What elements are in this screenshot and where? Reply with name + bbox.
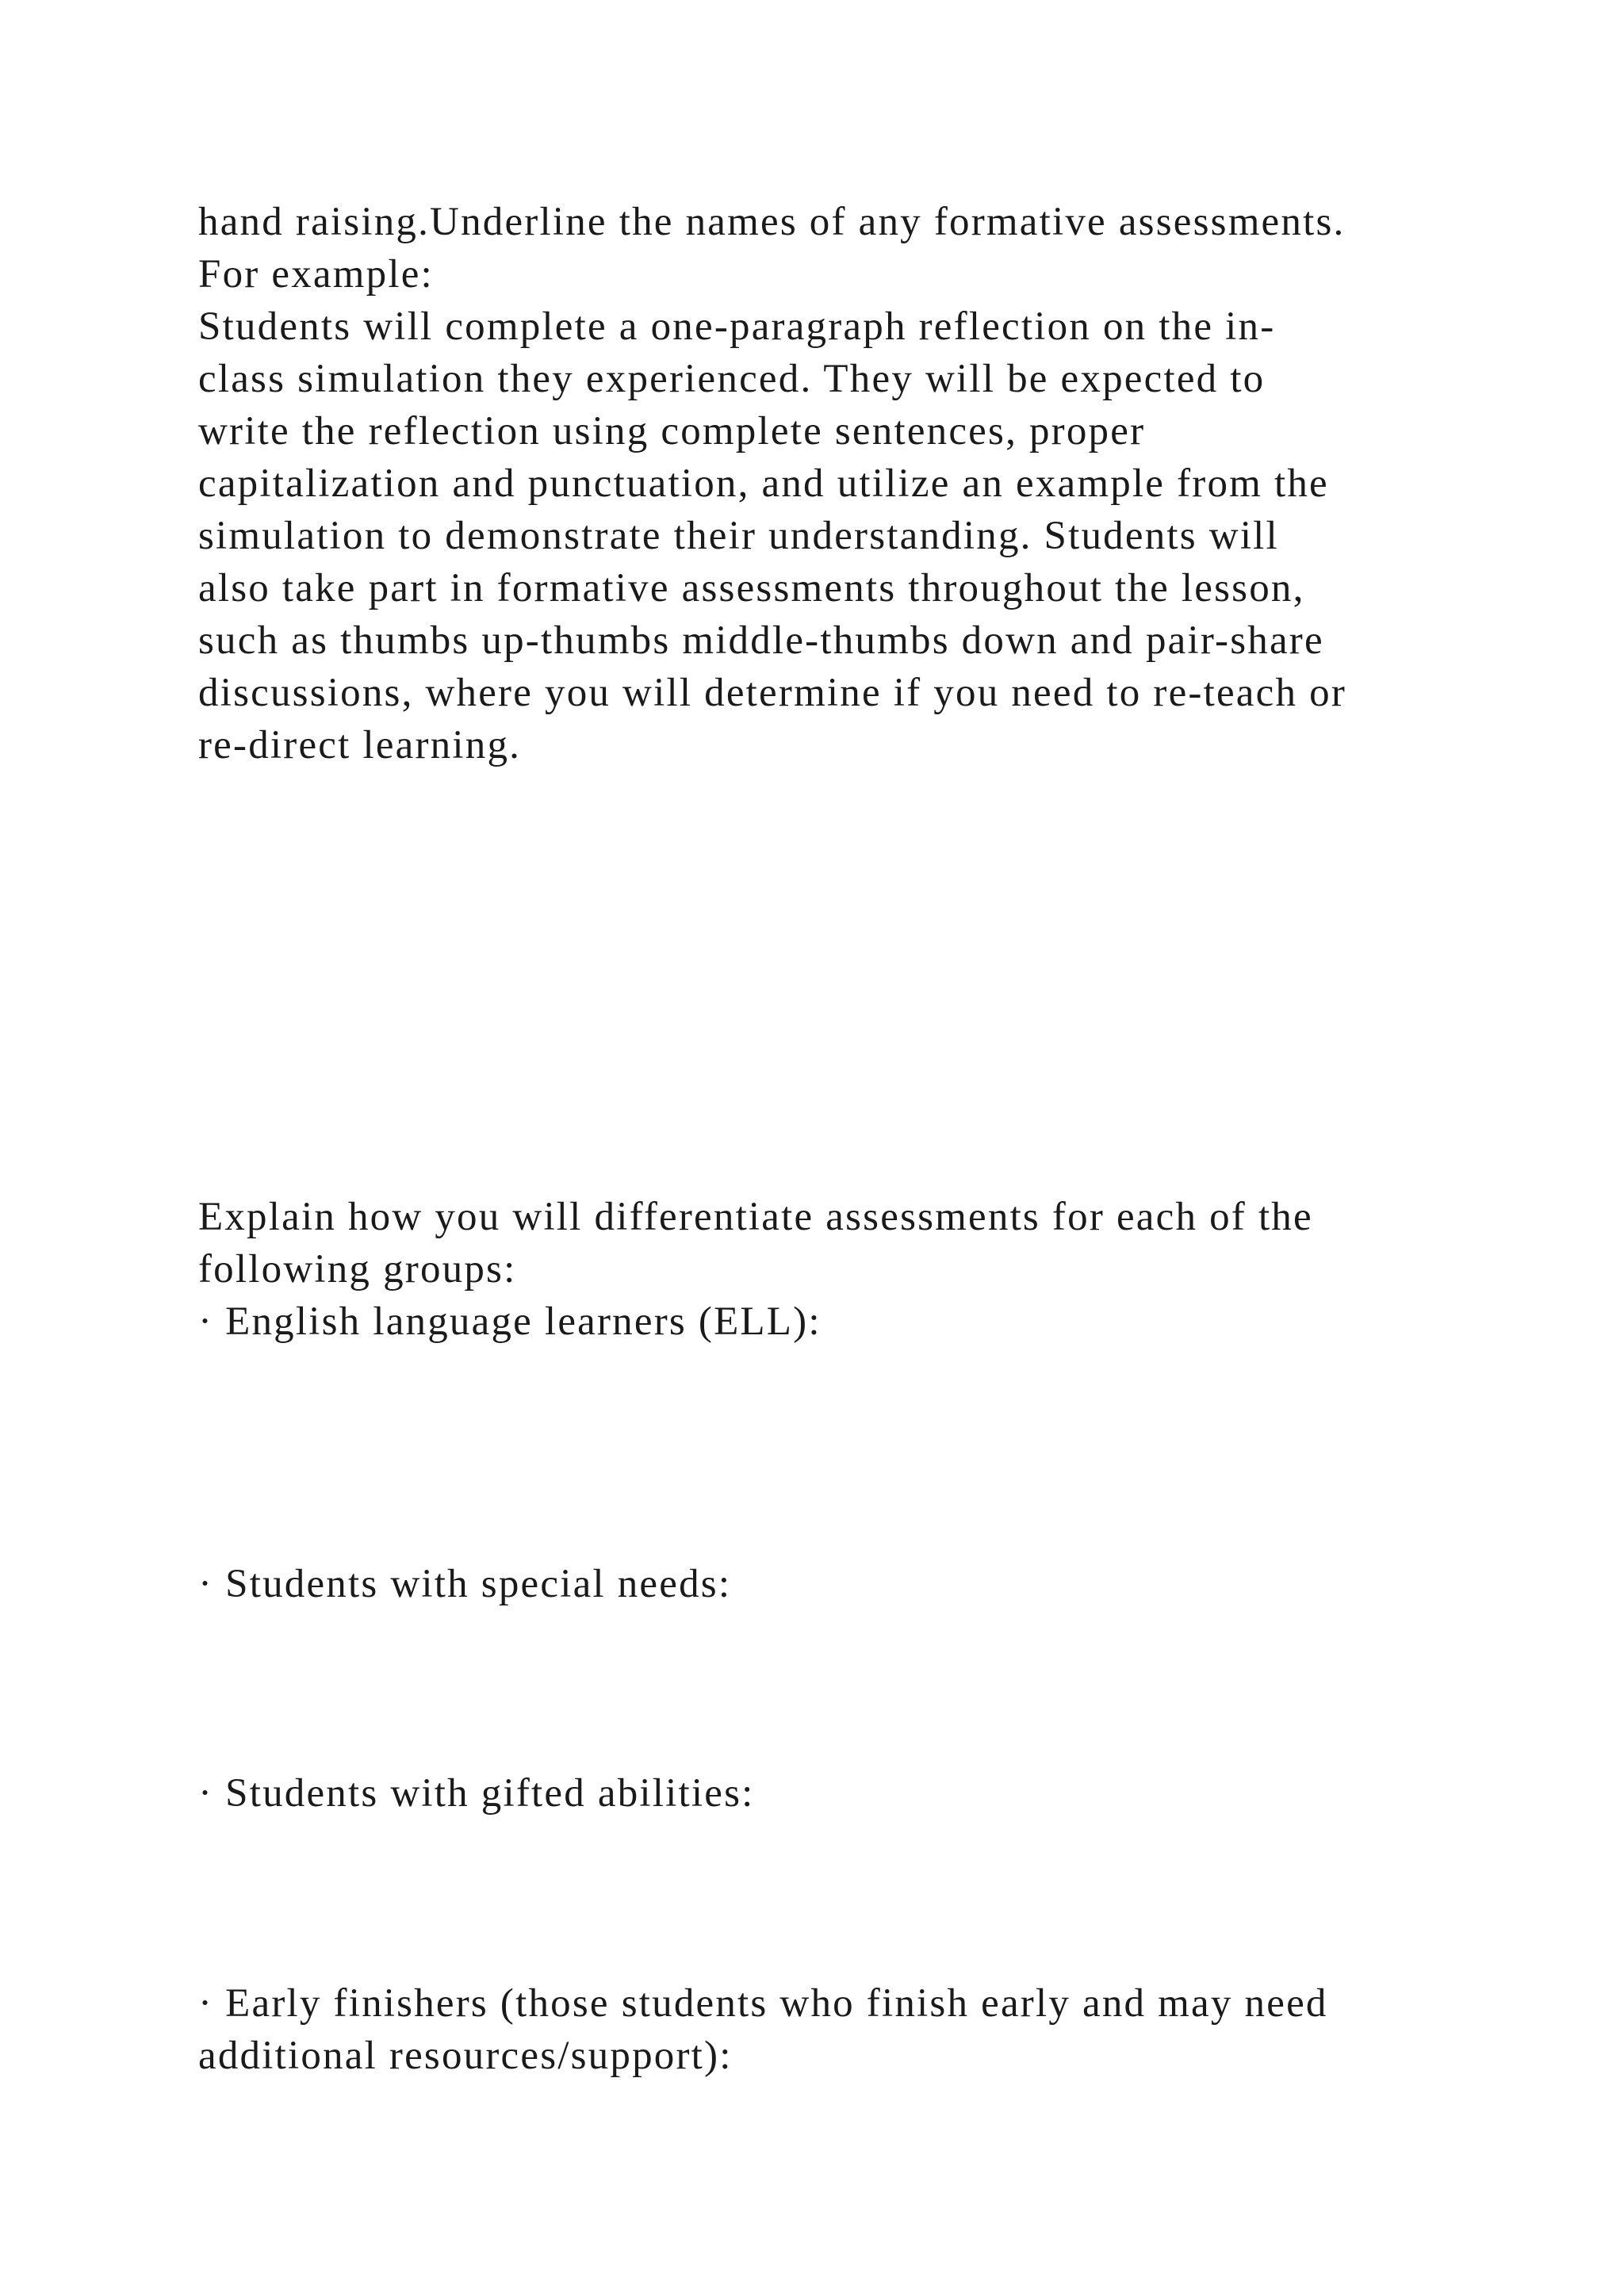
text-line: capitalization and punctuation, and utilize an example from the [198,461,1329,506]
group-item-ell: · English language learners (ELL): [198,1299,822,1344]
text-line: For example: [198,252,434,297]
group-item-special-needs: · Students with special needs: [198,1562,732,1606]
prompt-line: following groups: [198,1247,517,1292]
prompt-line: Explain how you will differentiate assessments for each of the [198,1195,1313,1239]
text-line: also take part in formative assessments throughout the lesson, [198,566,1305,610]
group-item-early-finishers: · Early finishers (those students who finish early and may need [198,1981,1328,2026]
text-line: hand raising.Underline the names of any formative assessments. [198,200,1346,244]
group-item-early-finishers-continued: additional resources/support): [198,2034,733,2078]
group-item-gifted: · Students with gifted abilities: [198,1771,755,1816]
text-line: write the reflection using complete sentences, proper [198,409,1146,453]
text-line: discussions, where you will determine if you need to re-teach or [198,671,1346,715]
text-line: simulation to demonstrate their understanding. Students will [198,514,1279,558]
text-line: such as thumbs up-thumbs middle-thumbs down and pair-share [198,618,1324,663]
text-line: Students will complete a one-paragraph reflection on the in- [198,304,1276,349]
text-line: re-direct learning. [198,723,522,767]
text-line: class simulation they experienced. They will be expected to [198,357,1266,401]
